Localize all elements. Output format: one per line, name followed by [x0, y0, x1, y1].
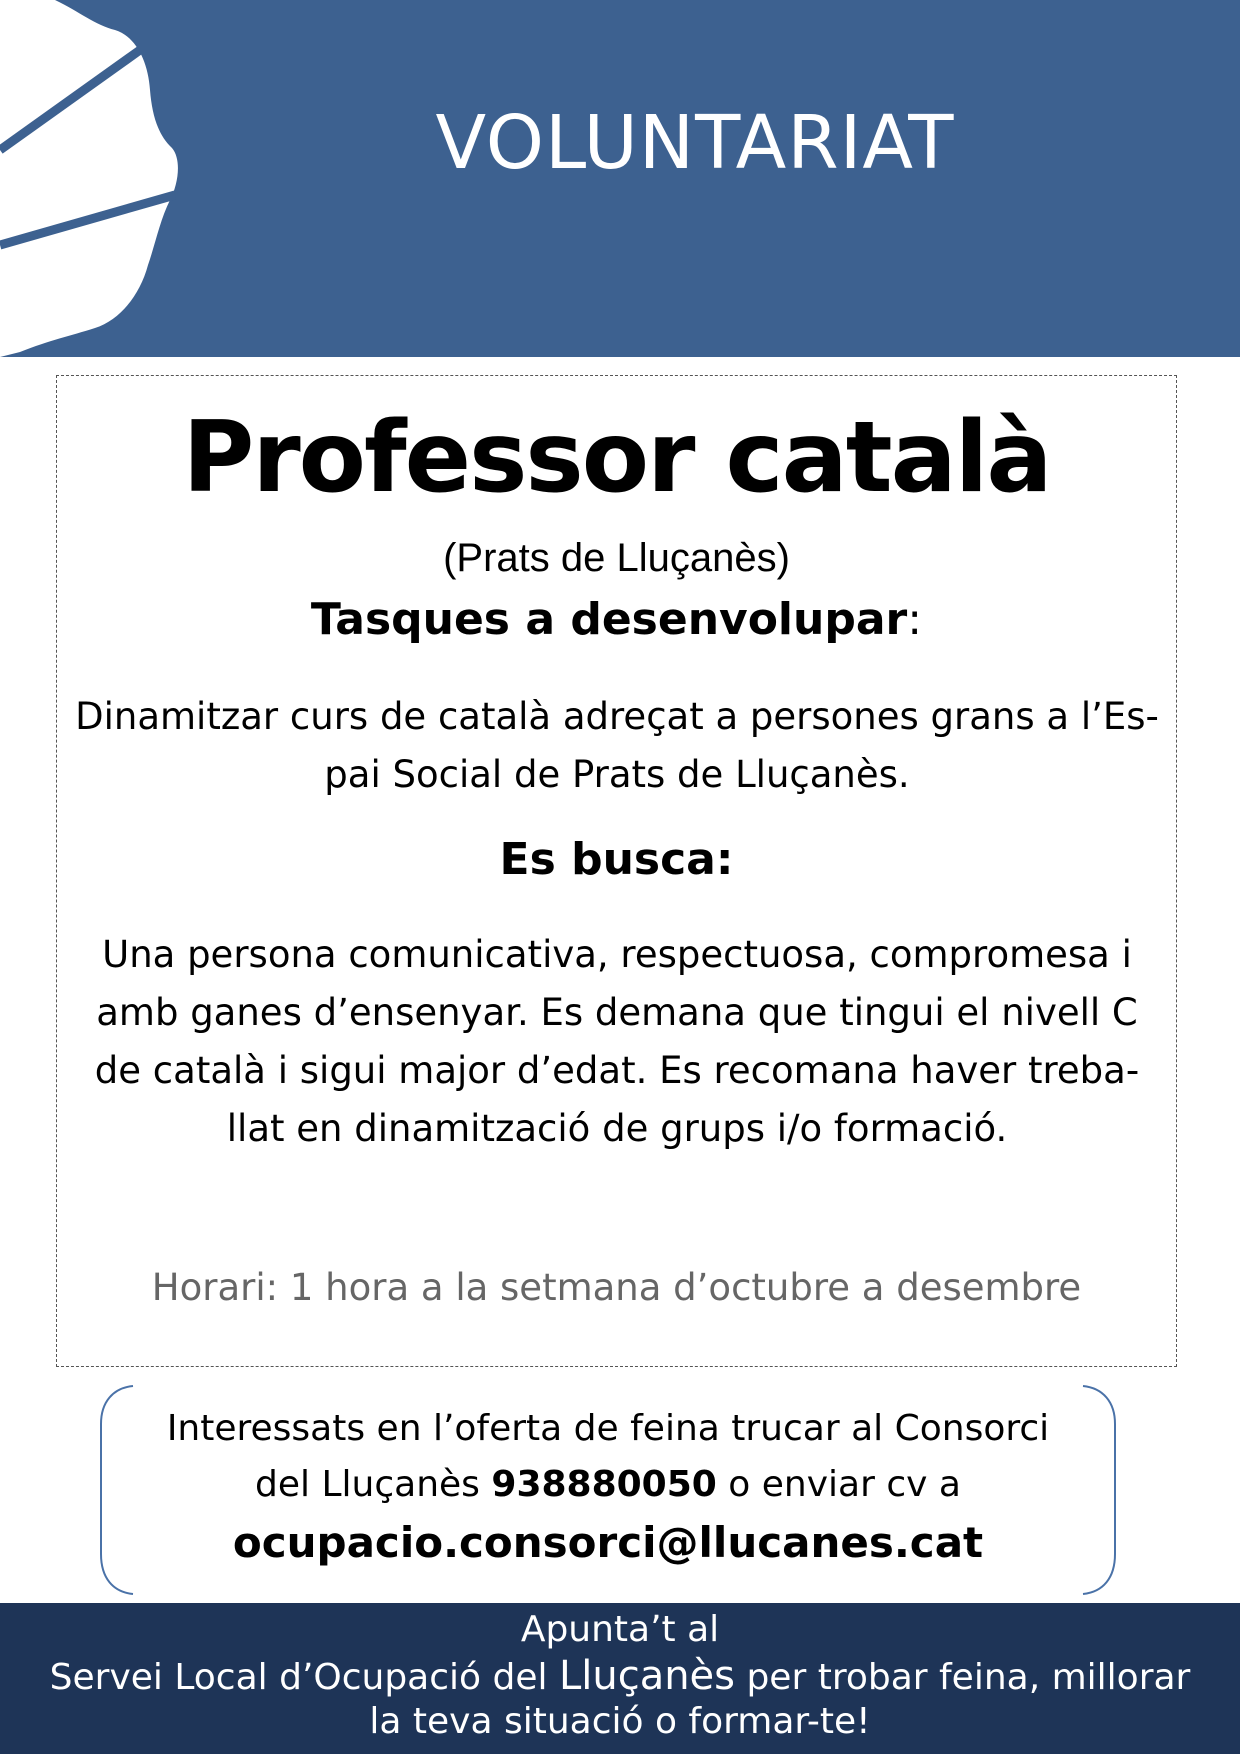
contact-box — [99, 1384, 1117, 1596]
seeking-description — [67, 926, 1167, 1158]
job-title: Professor català — [182, 401, 1051, 515]
seeking-line: llat en dinamització de grups i/o formació. — [226, 1107, 1008, 1150]
footer-banner — [0, 1603, 1240, 1754]
contact-line-2-prefix: del Lluçanès — [255, 1464, 492, 1505]
seeking-line: amb ganes d’ensenyar. Es demana que tingui el nivell C — [96, 991, 1138, 1034]
seeking-heading-label: Es busca: — [499, 834, 734, 885]
job-location: (Prats de Lluçanès) — [443, 536, 790, 580]
tasks-line: pai Social de Prats de Lluçanès. — [324, 753, 910, 796]
seeking-line: de català i sigui major d’edat. Es recomana haver treba- — [94, 1049, 1140, 1092]
footer-line-2-prefix: Servei Local d’Ocupació del — [49, 1657, 559, 1698]
footer-highlight: Lluçanès — [558, 1653, 736, 1699]
footer-line-2 — [0, 1653, 1240, 1699]
footer-line-1: Apunta’t al — [520, 1609, 720, 1650]
seeking-heading — [57, 834, 1176, 885]
job-offer-card — [56, 375, 1177, 1367]
schedule-text: Horari: 1 hora a la setmana d’octubre a desembre — [151, 1266, 1082, 1309]
contact-line-1: Interessats en l’oferta de feina trucar al Consorci — [166, 1408, 1050, 1449]
tasks-heading-label: Tasques a desenvolupar — [310, 594, 908, 645]
phone-number: 938880050 — [491, 1464, 717, 1505]
contact-line-2-suffix: o enviar cv a — [716, 1464, 961, 1505]
contact-line-2 — [99, 1464, 1117, 1505]
tasks-heading — [57, 594, 1176, 645]
tasks-line: Dinamitzar curs de català adreçat a persones grans a l’Es- — [75, 695, 1159, 738]
seeking-line: Una persona comunicativa, respectuosa, compromesa i — [102, 933, 1132, 976]
footer-line-3: la teva situació o formar-te! — [369, 1701, 871, 1742]
tasks-heading-colon: : — [907, 594, 923, 645]
logo-icon — [0, 0, 180, 357]
tasks-description — [67, 688, 1167, 804]
footer-line-2-suffix: per trobar feina, millorar — [735, 1657, 1191, 1698]
header-banner — [0, 0, 1240, 357]
contact-email: ocupacio.consorci@llucanes.cat — [232, 1518, 984, 1567]
page-title: VOLUNTARIAT — [435, 100, 955, 186]
